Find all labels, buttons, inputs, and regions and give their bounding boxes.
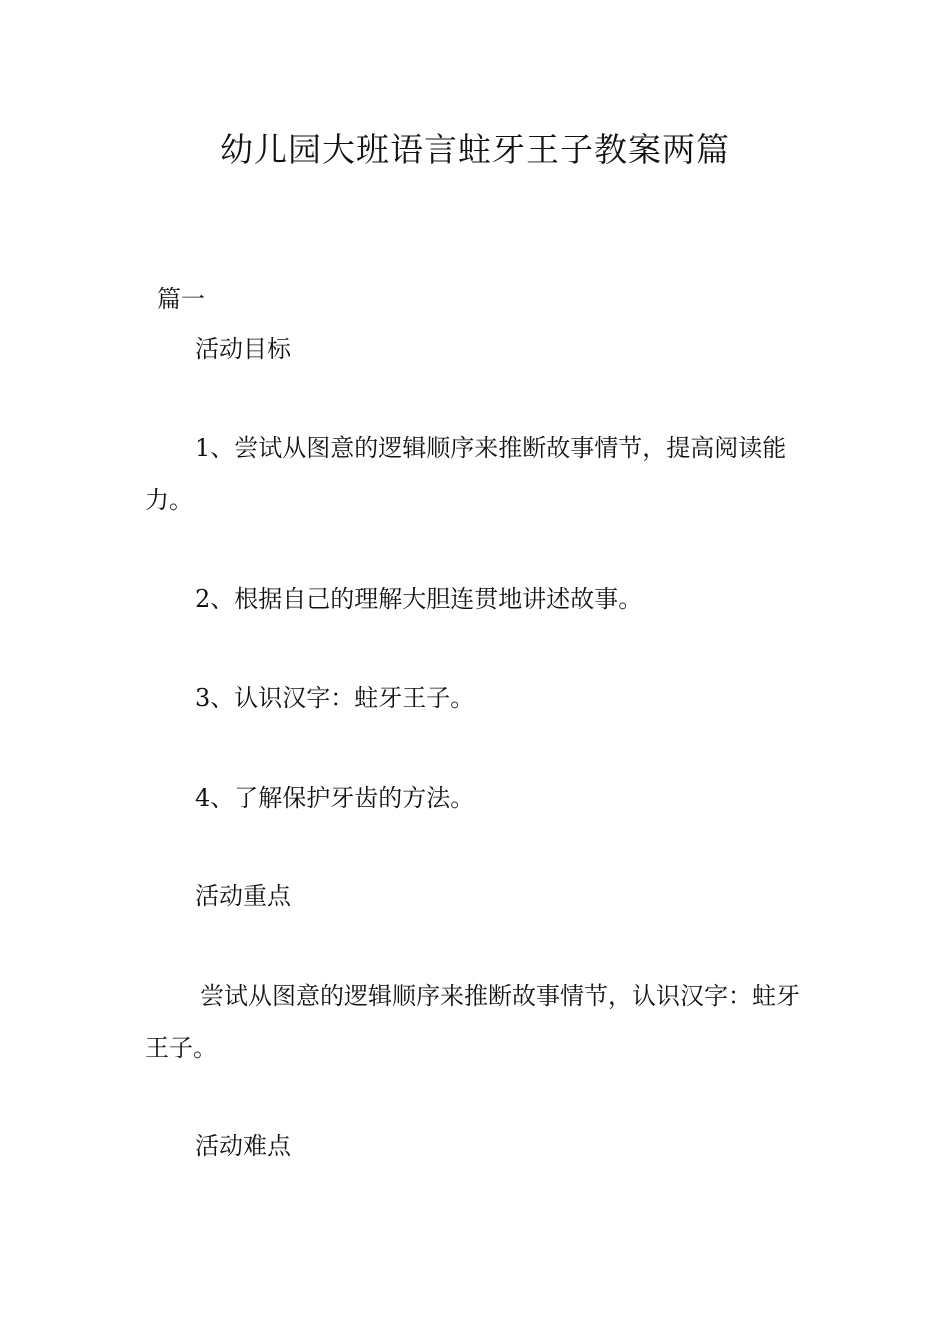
key-point-text: 尝试从图意的逻辑顺序来推断故事情节，认识汉字：蛀牙王子。 xyxy=(145,982,800,1062)
goal-item-4: 4、了解保护牙齿的方法。 xyxy=(195,784,475,812)
goal-item-3: 3、认识汉字：蛀牙王子。 xyxy=(195,684,475,712)
goals-heading: 活动目标 xyxy=(195,335,291,363)
goal-item-1: 1、尝试从图意的逻辑顺序来推断故事情节，提高阅读能力。 xyxy=(145,434,787,514)
goal-item-2: 2、根据自己的理解大胆连贯地讲述故事。 xyxy=(195,585,643,613)
document-title: 幼儿园大班语言蛀牙王子教案两篇 xyxy=(220,130,730,169)
section-label: 篇一 xyxy=(157,285,205,313)
key-point-heading: 活动重点 xyxy=(195,882,291,910)
difficulty-heading: 活动难点 xyxy=(195,1132,291,1160)
